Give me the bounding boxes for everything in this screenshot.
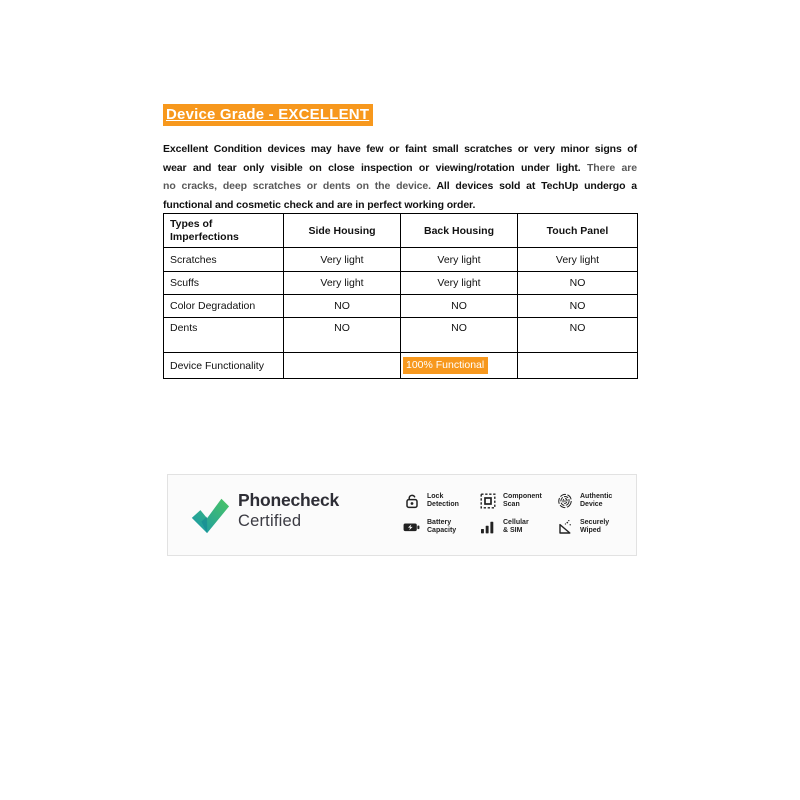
cell-value: NO xyxy=(401,295,518,318)
table-row xyxy=(164,295,638,318)
cellular-sim-icon xyxy=(479,520,496,534)
feature-label: Component Scan xyxy=(503,492,542,508)
description-line xyxy=(163,159,637,178)
description-text: Excellent Condition devices may have few or faint small scratches or very minor signs of xyxy=(163,143,637,155)
cell-value: NO xyxy=(284,318,401,353)
description-text: functional and cosmetic check and are in perfect working order. xyxy=(163,198,476,211)
table-header-row xyxy=(164,214,638,248)
feature-label: Cellular & SIM xyxy=(503,518,529,534)
cell-value: Very light xyxy=(284,248,401,272)
component-scan-icon xyxy=(479,493,496,509)
brand-subtitle: Certified xyxy=(238,512,302,530)
feature-label: Battery Capacity xyxy=(427,518,457,534)
cell-device-functionality xyxy=(401,353,518,379)
brand-name: Phonecheck xyxy=(238,490,340,510)
table-row xyxy=(164,318,638,353)
description-text: wear and tear only visible on close inspection or viewing/rotation under light. xyxy=(163,161,587,174)
phonecheck-brand xyxy=(238,490,339,531)
header-side-housing: Side Housing xyxy=(284,214,401,248)
imperfections-table xyxy=(163,213,638,379)
row-label: Dents xyxy=(164,318,284,353)
cell-value: Very light xyxy=(401,248,518,272)
description-text-gray: no cracks, deep scratches or dents on the device. xyxy=(163,180,437,193)
description-line xyxy=(163,177,637,196)
phonecheck-certified-box xyxy=(167,474,637,556)
cell-value: Very light xyxy=(518,248,638,272)
header-touch-panel: Touch Panel xyxy=(518,214,638,248)
feature-lock-detection xyxy=(403,493,479,510)
feature-label: Lock Detection xyxy=(427,492,459,508)
cell-value: NO xyxy=(518,318,638,353)
feature-securely-wiped xyxy=(556,519,640,536)
row-label: Scuffs xyxy=(164,272,284,295)
table-row xyxy=(164,272,638,295)
description-paragraph xyxy=(163,140,637,214)
feature-label: Securely Wiped xyxy=(580,518,610,534)
authentic-device-icon xyxy=(556,493,573,509)
feature-battery-capacity xyxy=(403,519,479,536)
cell-value: NO xyxy=(518,272,638,295)
feature-component-scan xyxy=(479,493,556,510)
securely-wiped-icon xyxy=(556,519,573,535)
feature-label: Authentic Device xyxy=(580,492,613,508)
table-row xyxy=(164,353,638,379)
feature-authentic-device xyxy=(556,493,640,510)
phonecheck-check-logo-icon xyxy=(188,491,230,537)
row-label: Scratches xyxy=(164,248,284,272)
lock-detection-icon xyxy=(403,493,420,509)
cell-value: NO xyxy=(518,295,638,318)
description-text-gray: There are xyxy=(586,161,637,174)
table-row xyxy=(164,248,638,272)
battery-capacity-icon xyxy=(403,522,420,533)
cell-value: NO xyxy=(284,295,401,318)
description-line xyxy=(163,140,637,159)
feature-cellular-sim xyxy=(479,519,556,536)
header-back-housing: Back Housing xyxy=(401,214,518,248)
cell-value: Very light xyxy=(284,272,401,295)
cell-value: Very light xyxy=(401,272,518,295)
page-title: Device Grade - EXCELLENT xyxy=(163,104,373,126)
cell-value: NO xyxy=(401,318,518,353)
row-label: Device Functionality xyxy=(164,353,284,379)
certification-features xyxy=(403,488,640,540)
description-line xyxy=(163,196,637,215)
header-types: Types of Imperfections xyxy=(164,214,284,248)
cell-value xyxy=(518,353,638,379)
functional-highlight: 100% Functional xyxy=(403,357,488,374)
description-text: All devices sold at TechUp undergo a xyxy=(436,180,637,193)
cell-value xyxy=(284,353,401,379)
row-label: Color Degradation xyxy=(164,295,284,318)
